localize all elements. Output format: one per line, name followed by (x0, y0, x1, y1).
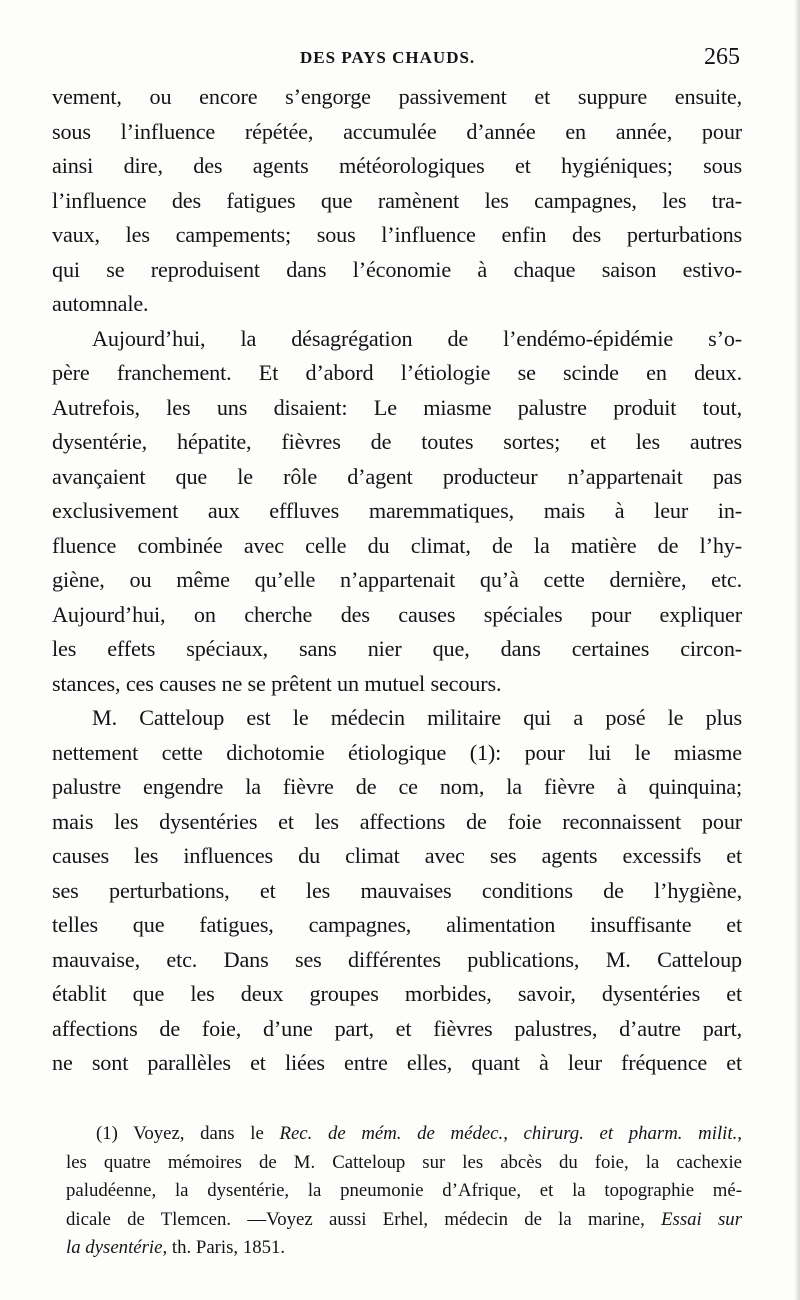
text-line: vement, ou encore s’engorge passivement et suppure ensuite, (52, 84, 742, 109)
text-line: vaux, les campements; sous l’influence enfin des perturbations (52, 222, 742, 247)
footnote-line (66, 1120, 742, 1149)
text-line: automnale. (52, 291, 149, 316)
footnote (66, 1120, 742, 1263)
footnote-citation-italic: Rec. de mém. de médec., chirurg. et pharm. milit. (279, 1123, 738, 1144)
footnote-text: dicale de Tlemcen. —Voyez aussi Erhel, médecin de la marine, (66, 1208, 662, 1230)
footnote-line: les quatre mémoires de M. Catteloup sur les abcès du foie, la cachexie (66, 1151, 742, 1173)
footnote-text: , th. Paris, 1851. (162, 1237, 286, 1258)
running-title: DES PAYS CHAUDS. (300, 48, 476, 67)
footnote-citation-italic: la dysentérie (66, 1237, 163, 1258)
footnote-line: paludéenne, la dysentérie, la pneumonie d’Afrique, et la topographie mé- (66, 1180, 742, 1201)
text-line: mauvaise, etc. Dans ses différentes publications, M. Catteloup (52, 946, 742, 972)
scan-edge-shadow (794, 0, 800, 1300)
footnote-text: , (737, 1123, 742, 1144)
text-line: Autrefois, les uns disaient: Le miasme palustre produit tout, (52, 394, 742, 420)
page-number: 265 (704, 44, 740, 70)
text-line: les effets spéciaux, sans nier que, dans certaines circon- (52, 636, 742, 661)
footnote-line (66, 1234, 742, 1263)
text-line: fluence combinée avec celle du climat, de la matière de l’hy- (52, 532, 742, 558)
footnote-text: (1) Voyez, dans le (96, 1123, 280, 1144)
text-line: causes les influences du climat avec ses agents excessifs et (52, 843, 742, 868)
main-text (52, 80, 742, 1081)
text-line: sous l’influence répétée, accumulée d’année en année, pour (52, 118, 742, 144)
text-line: dysentérie, hépatite, fièvres de toutes sortes; et les autres (52, 429, 742, 454)
text-line: telles que fatigues, campagnes, alimentation insuffisante et (52, 912, 742, 937)
text-line: affections de foie, d’une part, et fièvres palustres, d’autre part, (52, 1015, 742, 1041)
text-line: père franchement. Et d’abord l’étiologie se scinde en deux. (52, 360, 742, 385)
text-line: l’influence des fatigues que ramènent les campagnes, les tra- (52, 187, 742, 213)
text-line: ses perturbations, et les mauvaises conditions de l’hygiène, (52, 877, 742, 903)
text-line: exclusivement aux effluves maremmatiques, mais à leur in- (52, 498, 742, 523)
text-line: M. Catteloup est le médecin militaire qui a posé le plus (92, 705, 742, 730)
text-line: mais les dysentéries et les affections de foie reconnaissent pour (52, 808, 742, 834)
footnote-citation-italic: Essai sur (661, 1208, 743, 1230)
text-line: qui se reproduisent dans l’économie à chaque saison estivo- (52, 256, 742, 282)
text-line: ainsi dire, des agents météorologiques et hygiéniques; sous (52, 153, 742, 178)
text-line: giène, ou même qu’elle n’appartenait qu’à cette dernière, etc. (52, 567, 742, 592)
text-line: nettement cette dichotomie étiologique (1): pour lui le miasme (52, 739, 742, 765)
text-line: Aujourd’hui, la désagrégation de l’endémo-épidémie s’o- (92, 325, 742, 351)
page-header (60, 44, 740, 74)
text-line: établit que les deux groupes morbides, savoir, dysentéries et (52, 981, 742, 1006)
footnote-line (66, 1206, 742, 1235)
text-line: palustre engendre la fièvre de ce nom, la fièvre à quinquina; (52, 774, 742, 799)
text-line: ne sont parallèles et liées entre elles, quant à leur fréquence et (52, 1050, 742, 1075)
text-line: avançaient que le rôle d’agent producteur n’appartenait pas (52, 463, 742, 489)
text-line: Aujourd’hui, on cherche des causes spéciales pour expliquer (52, 601, 742, 627)
text-line: stances, ces causes ne se prêtent un mutuel secours. (52, 670, 502, 696)
